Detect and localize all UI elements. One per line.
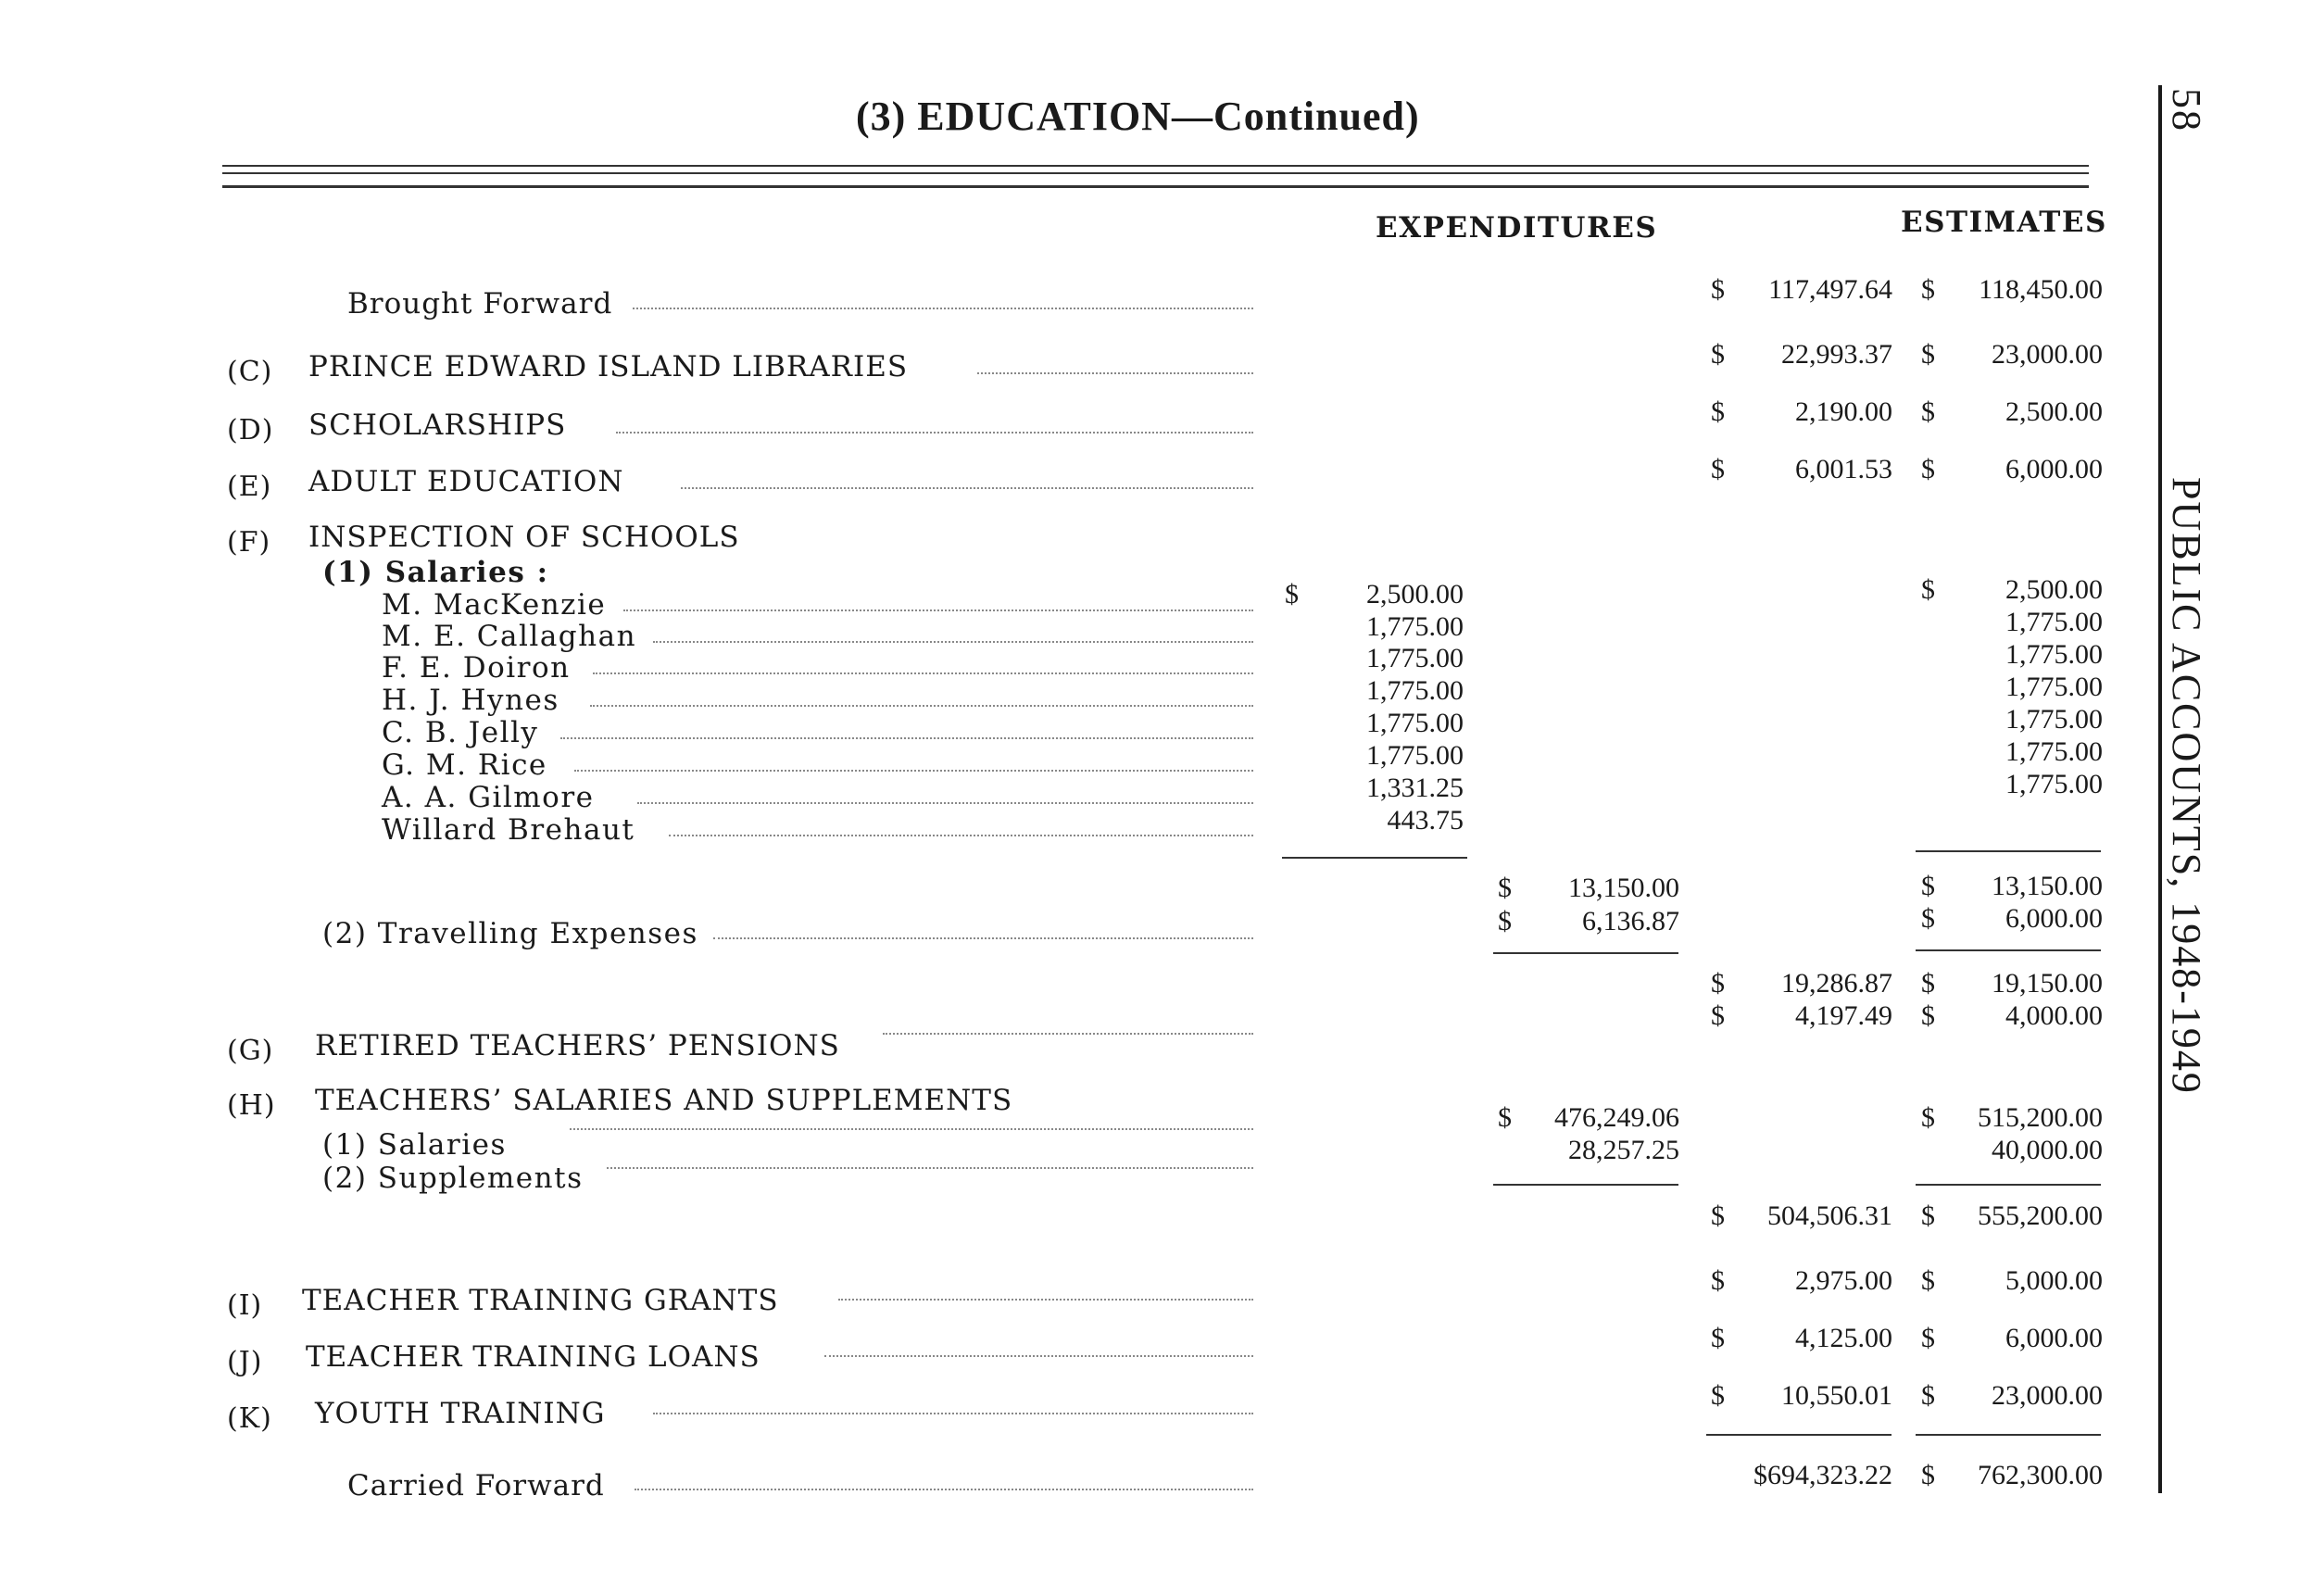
header-rule-mid [222, 172, 2089, 174]
page-title: (3) EDUCATION—Continued) [856, 94, 1420, 139]
header-rule-top [222, 165, 2089, 167]
margin-rule [2158, 85, 2162, 1493]
list-item-name: A. A. Gilmore [382, 781, 595, 814]
currency-symbol: $ [1921, 574, 1935, 605]
list-item-name: Willard Brehaut [382, 813, 635, 847]
section-code: (G) [227, 1035, 274, 1067]
h-supplements-amount: 28,257.25 [1568, 1135, 1679, 1165]
section-code: (C) [227, 356, 273, 388]
salaries-underline [1282, 857, 1467, 859]
section-total: 4,125.00 [1795, 1323, 1892, 1353]
leader-dots [637, 802, 1253, 804]
currency-symbol: $ [1711, 1000, 1725, 1031]
leader-dots [570, 1128, 1253, 1130]
section-total: 504,506.31 [1767, 1200, 1892, 1231]
h-underline [1493, 1184, 1678, 1186]
list-item-estimate: 1,775.00 [2005, 672, 2103, 702]
travel-underline [1493, 952, 1678, 954]
h-salaries-amount: 476,249.06 [1554, 1102, 1679, 1133]
leader-dots [669, 835, 1253, 836]
currency-symbol: $ [1711, 1323, 1725, 1353]
currency-symbol: $ [1711, 1200, 1725, 1231]
list-item-estimate: 1,775.00 [2005, 639, 2103, 670]
section-total: 2,975.00 [1795, 1265, 1892, 1296]
currency-symbol: $ [1921, 274, 1935, 305]
list-item-name: G. M. Rice [382, 748, 547, 782]
list-item-estimate: 1,775.00 [2005, 736, 2103, 767]
h-salaries-label: (1) Salaries [322, 1128, 507, 1162]
currency-symbol: $ [1498, 873, 1512, 903]
list-item-estimate: 1,775.00 [2005, 607, 2103, 637]
currency-symbol: $ [1921, 1200, 1935, 1231]
currency-symbol: $ [1921, 903, 1935, 934]
section-label: INSPECTION OF SCHOOLS [308, 521, 740, 554]
h-supplements-estimate: 40,000.00 [1992, 1135, 2103, 1165]
total-estimate-underline [1916, 1434, 2101, 1436]
currency-symbol: $ [1921, 454, 1935, 484]
section-estimate: 19,150.00 [1992, 968, 2103, 999]
currency-symbol: $ [1711, 968, 1725, 999]
section-estimate: 555,200.00 [1978, 1200, 2103, 1231]
list-item-name: H. J. Hynes [382, 684, 559, 717]
carried-forward-estimate: 762,300.00 [1978, 1460, 2103, 1490]
leader-dots [653, 641, 1253, 643]
travel-amount: 6,136.87 [1582, 906, 1679, 936]
list-item-amount: 1,775.00 [1366, 675, 1464, 706]
section-label: TEACHER TRAINING LOANS [306, 1340, 760, 1374]
side-title: PUBLIC ACCOUNTS, 1948-1949 [2164, 477, 2209, 1095]
page-number: 58 [2164, 88, 2209, 132]
currency-symbol: $ [1921, 1323, 1935, 1353]
section-total: 6,001.53 [1795, 454, 1892, 484]
expenditures-header: EXPENDITURES [1376, 211, 1658, 245]
travel-label: (2) Travelling Expenses [322, 917, 698, 950]
section-estimate: 2,500.00 [2005, 396, 2103, 427]
currency-symbol: $ [1921, 1460, 1935, 1490]
section-estimate: 23,000.00 [1992, 339, 2103, 370]
salaries-label: (1) Salaries : [322, 556, 549, 589]
leader-dots [883, 1033, 1253, 1035]
section-code: (I) [227, 1289, 263, 1322]
currency-symbol: $ [1711, 1380, 1725, 1411]
list-item-name: C. B. Jelly [382, 716, 539, 749]
currency-symbol: $ [1921, 1102, 1935, 1133]
section-estimate: 5,000.00 [2005, 1265, 2103, 1296]
currency-symbol: $ [1711, 339, 1725, 370]
currency-symbol: $ [1498, 1102, 1512, 1133]
salaries-subtotal: 13,150.00 [1568, 873, 1679, 903]
section-estimate: 23,000.00 [1992, 1380, 2103, 1411]
salaries-estimate-underline [1916, 850, 2101, 852]
carried-forward-label: Carried Forward [347, 1469, 605, 1502]
brought-forward-total: 117,497.64 [1768, 274, 1892, 305]
brought-forward-label: Brought Forward [347, 287, 613, 320]
currency-symbol: $ [1711, 1265, 1725, 1296]
leader-dots [633, 308, 1253, 309]
list-item-amount: 1,775.00 [1366, 643, 1464, 673]
currency-symbol: $ [1921, 1000, 1935, 1031]
section-label: YOUTH TRAINING [315, 1397, 606, 1430]
section-code: (H) [227, 1089, 276, 1122]
currency-symbol: $ [1921, 1380, 1935, 1411]
section-code: (E) [227, 471, 272, 503]
total-underline [1706, 1434, 1892, 1436]
section-label: TEACHERS’ SALARIES AND SUPPLEMENTS [315, 1084, 1013, 1117]
leader-dots [713, 937, 1253, 939]
currency-symbol: $ [1498, 906, 1512, 936]
leader-dots [838, 1299, 1253, 1301]
salaries-estimate: 13,150.00 [1992, 871, 2103, 901]
list-item-name: M. E. Callaghan [382, 620, 637, 653]
list-item-amount: 1,775.00 [1366, 740, 1464, 771]
header-rule-bottom [222, 185, 2089, 188]
leader-dots [574, 770, 1253, 772]
section-total: 19,286.87 [1781, 968, 1892, 999]
h-salaries-estimate: 515,200.00 [1978, 1102, 2103, 1133]
brought-forward-estimate: 118,450.00 [1979, 274, 2103, 305]
list-item-name: M. MacKenzie [382, 588, 607, 622]
section-total: 4,197.49 [1795, 1000, 1892, 1031]
section-total: 22,993.37 [1781, 339, 1892, 370]
section-total: 10,550.01 [1781, 1380, 1892, 1411]
list-item-amount: 2,500.00 [1366, 579, 1464, 609]
section-code: (J) [227, 1346, 263, 1378]
section-estimate: 6,000.00 [2005, 1323, 2103, 1353]
leader-dots [977, 372, 1253, 374]
travel-estimate-underline [1916, 949, 2101, 951]
travel-estimate: 6,000.00 [2005, 903, 2103, 934]
currency-symbol: $ [1285, 579, 1299, 609]
h-supplements-label: (2) Supplements [322, 1162, 584, 1195]
leader-dots [616, 432, 1253, 434]
section-label: TEACHER TRAINING GRANTS [302, 1284, 779, 1317]
list-item-amount: 1,775.00 [1366, 708, 1464, 738]
list-item-estimate: 1,775.00 [2005, 704, 2103, 735]
currency-symbol: $ [1921, 396, 1935, 427]
section-label: ADULT EDUCATION [308, 465, 624, 498]
section-code: (F) [227, 526, 271, 559]
currency-symbol: $ [1921, 871, 1935, 901]
leader-dots [623, 609, 1253, 611]
section-code: (K) [227, 1402, 272, 1435]
section-total: 2,190.00 [1795, 396, 1892, 427]
list-item-estimate: 2,500.00 [2005, 574, 2103, 605]
section-label: RETIRED TEACHERS’ PENSIONS [315, 1029, 840, 1062]
leader-dots [824, 1355, 1253, 1357]
section-code: (D) [227, 414, 274, 446]
currency-symbol: $ [1921, 968, 1935, 999]
leader-dots [590, 705, 1253, 707]
currency-symbol: $ [1921, 339, 1935, 370]
h-estimate-underline [1916, 1184, 2101, 1186]
leader-dots [607, 1167, 1253, 1169]
leader-dots [653, 1413, 1253, 1414]
leader-dots [560, 737, 1253, 739]
currency-symbol: $ [1711, 274, 1725, 305]
leader-dots [681, 487, 1253, 489]
list-item-amount: 443.75 [1387, 805, 1464, 836]
section-estimate: 4,000.00 [2005, 1000, 2103, 1031]
estimates-header: ESTIMATES [1901, 206, 2107, 239]
list-item-name: F. E. Doiron [382, 651, 571, 685]
list-item-estimate: 1,775.00 [2005, 769, 2103, 799]
section-label: SCHOLARSHIPS [308, 408, 567, 442]
list-item-amount: 1,775.00 [1366, 611, 1464, 642]
leader-dots [593, 672, 1253, 674]
carried-forward-total: $694,323.22 [1753, 1460, 1892, 1490]
currency-symbol: $ [1711, 454, 1725, 484]
section-estimate: 6,000.00 [2005, 454, 2103, 484]
list-item-amount: 1,331.25 [1366, 773, 1464, 803]
section-label: PRINCE EDWARD ISLAND LIBRARIES [308, 350, 909, 383]
currency-symbol: $ [1921, 1265, 1935, 1296]
leader-dots [635, 1489, 1253, 1490]
currency-symbol: $ [1711, 396, 1725, 427]
